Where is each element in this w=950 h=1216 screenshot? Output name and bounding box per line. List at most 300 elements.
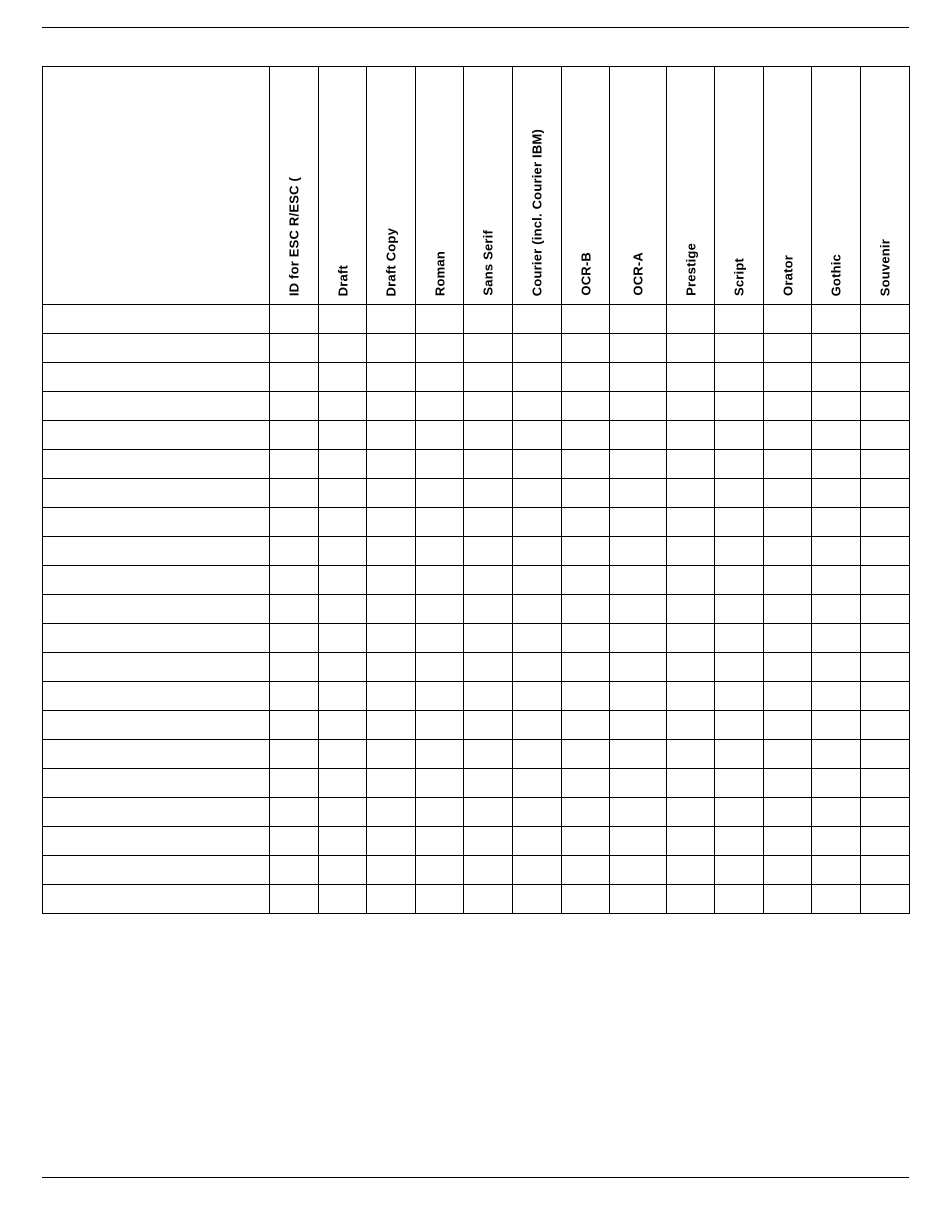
table-cell xyxy=(562,537,610,566)
table-cell xyxy=(861,566,910,595)
table-cell xyxy=(861,885,910,914)
table-cell xyxy=(562,827,610,856)
table-cell xyxy=(667,566,715,595)
table-cell xyxy=(319,508,367,537)
table-row xyxy=(43,479,910,508)
table-cell xyxy=(812,363,861,392)
table-cell xyxy=(464,624,513,653)
table-cell xyxy=(861,682,910,711)
table-cell xyxy=(319,334,367,363)
table-cell xyxy=(764,769,812,798)
table-cell xyxy=(667,885,715,914)
table-cell xyxy=(513,421,562,450)
table-cell xyxy=(513,827,562,856)
table-row xyxy=(43,798,910,827)
table-cell xyxy=(610,392,667,421)
column-label: OCR-A xyxy=(630,252,646,296)
table-cell xyxy=(513,508,562,537)
row-label-cell xyxy=(43,682,270,711)
table-cell xyxy=(861,479,910,508)
table-cell xyxy=(367,392,416,421)
header-prestige xyxy=(667,67,715,305)
table-cell xyxy=(464,856,513,885)
table-cell xyxy=(464,595,513,624)
column-label: Draft xyxy=(335,264,350,296)
table-cell xyxy=(812,740,861,769)
table-cell xyxy=(715,508,764,537)
table-cell xyxy=(367,479,416,508)
table-cell xyxy=(513,682,562,711)
table-cell xyxy=(861,856,910,885)
table-cell xyxy=(319,885,367,914)
table-cell xyxy=(464,711,513,740)
table-cell xyxy=(416,392,464,421)
table-cell xyxy=(764,392,812,421)
table-cell xyxy=(416,653,464,682)
table-cell xyxy=(464,363,513,392)
column-label: Prestige xyxy=(683,243,698,296)
table-cell xyxy=(513,595,562,624)
table-cell xyxy=(764,595,812,624)
table-row xyxy=(43,682,910,711)
table-cell xyxy=(610,479,667,508)
table-cell xyxy=(764,334,812,363)
table-cell xyxy=(812,305,861,334)
row-label-cell xyxy=(43,508,270,537)
table-cell xyxy=(513,334,562,363)
table-cell xyxy=(416,769,464,798)
table-cell xyxy=(416,856,464,885)
table-row xyxy=(43,305,910,334)
row-label-cell xyxy=(43,566,270,595)
table-cell xyxy=(861,334,910,363)
row-label-cell xyxy=(43,450,270,479)
table-cell xyxy=(270,653,319,682)
table-cell xyxy=(812,798,861,827)
row-label-cell xyxy=(43,305,270,334)
table-cell xyxy=(861,392,910,421)
header-id-esc-r xyxy=(270,67,319,305)
table-cell xyxy=(861,421,910,450)
table-cell xyxy=(416,537,464,566)
table-cell xyxy=(715,653,764,682)
table-cell xyxy=(764,740,812,769)
row-label-cell xyxy=(43,363,270,392)
table-cell xyxy=(562,421,610,450)
table-cell xyxy=(715,769,764,798)
table-cell xyxy=(610,740,667,769)
table-cell xyxy=(367,421,416,450)
table-cell xyxy=(764,653,812,682)
table-cell xyxy=(667,421,715,450)
table-cell xyxy=(562,363,610,392)
header-courier xyxy=(513,67,562,305)
table-cell xyxy=(715,421,764,450)
table-cell xyxy=(861,624,910,653)
table-cell xyxy=(610,769,667,798)
table-cell xyxy=(416,827,464,856)
table-row xyxy=(43,624,910,653)
row-label-cell xyxy=(43,740,270,769)
table-cell xyxy=(715,537,764,566)
table-cell xyxy=(513,856,562,885)
table-cell xyxy=(764,450,812,479)
table-cell xyxy=(319,827,367,856)
table-cell xyxy=(562,798,610,827)
table-cell xyxy=(715,479,764,508)
table-cell xyxy=(562,334,610,363)
table-cell xyxy=(764,827,812,856)
table-cell xyxy=(667,769,715,798)
table-cell xyxy=(861,305,910,334)
table-cell xyxy=(861,595,910,624)
table-cell xyxy=(715,827,764,856)
table-cell xyxy=(464,769,513,798)
table-cell xyxy=(319,566,367,595)
table-cell xyxy=(367,334,416,363)
table-cell xyxy=(764,479,812,508)
table-cell xyxy=(367,624,416,653)
table-cell xyxy=(367,566,416,595)
table-cell xyxy=(861,769,910,798)
column-label: Draft Copy xyxy=(383,227,399,296)
table-cell xyxy=(367,856,416,885)
table-cell xyxy=(667,537,715,566)
table-cell xyxy=(812,392,861,421)
table-row xyxy=(43,740,910,769)
table-row xyxy=(43,363,910,392)
table-cell xyxy=(667,392,715,421)
column-label: ID for ESC R/ESC ( xyxy=(286,176,302,296)
table-cell xyxy=(319,450,367,479)
table-cell xyxy=(667,334,715,363)
table-cell xyxy=(812,537,861,566)
table-cell xyxy=(812,653,861,682)
table-cell xyxy=(610,711,667,740)
table-cell xyxy=(270,508,319,537)
column-label: Souvenir xyxy=(877,238,893,296)
table-cell xyxy=(610,595,667,624)
table-row xyxy=(43,537,910,566)
table-cell xyxy=(861,450,910,479)
table-cell xyxy=(416,421,464,450)
table-cell xyxy=(812,450,861,479)
table-cell xyxy=(610,450,667,479)
table-cell xyxy=(513,305,562,334)
table-cell xyxy=(812,682,861,711)
table-cell xyxy=(464,334,513,363)
table-cell xyxy=(367,450,416,479)
table-cell xyxy=(562,682,610,711)
table-cell xyxy=(270,566,319,595)
column-label: Orator xyxy=(780,255,795,296)
header-roman xyxy=(416,67,464,305)
table-cell xyxy=(715,711,764,740)
font-table xyxy=(42,66,910,914)
table-cell xyxy=(764,363,812,392)
table-cell xyxy=(764,885,812,914)
table-cell xyxy=(812,827,861,856)
table-cell xyxy=(610,305,667,334)
table-cell xyxy=(270,885,319,914)
table-cell xyxy=(464,566,513,595)
table-row xyxy=(43,769,910,798)
table-cell xyxy=(319,595,367,624)
table-row xyxy=(43,653,910,682)
table-cell xyxy=(513,798,562,827)
table-row xyxy=(43,711,910,740)
table-cell xyxy=(764,421,812,450)
table-cell xyxy=(610,334,667,363)
table-cell xyxy=(513,450,562,479)
table-cell xyxy=(861,827,910,856)
table-cell xyxy=(812,334,861,363)
table-row xyxy=(43,827,910,856)
table-cell xyxy=(319,479,367,508)
table-row xyxy=(43,421,910,450)
table-cell xyxy=(610,566,667,595)
table-cell xyxy=(715,334,764,363)
table-cell xyxy=(715,624,764,653)
table-cell xyxy=(416,624,464,653)
table-cell xyxy=(562,508,610,537)
table-cell xyxy=(562,856,610,885)
table-cell xyxy=(464,450,513,479)
table-cell xyxy=(812,711,861,740)
table-row xyxy=(43,566,910,595)
table-cell xyxy=(667,450,715,479)
table-cell xyxy=(513,479,562,508)
top-rule xyxy=(42,27,909,28)
table-body xyxy=(43,305,910,914)
row-label-cell xyxy=(43,827,270,856)
bottom-rule xyxy=(42,1177,909,1178)
table-cell xyxy=(812,566,861,595)
table-row xyxy=(43,334,910,363)
table-cell xyxy=(464,392,513,421)
table-cell xyxy=(464,305,513,334)
table-cell xyxy=(715,363,764,392)
table-row xyxy=(43,856,910,885)
table-cell xyxy=(764,624,812,653)
table-cell xyxy=(270,363,319,392)
table-cell xyxy=(715,798,764,827)
header-blank-cell xyxy=(43,67,270,305)
table-cell xyxy=(764,305,812,334)
row-label-cell xyxy=(43,392,270,421)
table-cell xyxy=(416,885,464,914)
row-label-cell xyxy=(43,595,270,624)
table-cell xyxy=(610,798,667,827)
row-label-cell xyxy=(43,479,270,508)
table-cell xyxy=(764,798,812,827)
table-cell xyxy=(464,740,513,769)
table-cell xyxy=(319,392,367,421)
table-cell xyxy=(562,595,610,624)
table-cell xyxy=(270,421,319,450)
table-cell xyxy=(416,334,464,363)
table-row xyxy=(43,450,910,479)
table-cell xyxy=(367,595,416,624)
table-cell xyxy=(667,479,715,508)
table-cell xyxy=(270,305,319,334)
table-cell xyxy=(610,537,667,566)
table-cell xyxy=(562,740,610,769)
column-label: OCR-B xyxy=(578,252,593,296)
table-cell xyxy=(764,682,812,711)
table-cell xyxy=(562,653,610,682)
table-cell xyxy=(812,479,861,508)
table-cell xyxy=(610,363,667,392)
table-cell xyxy=(610,653,667,682)
row-label-cell xyxy=(43,334,270,363)
table-cell xyxy=(562,711,610,740)
table-cell xyxy=(367,827,416,856)
table-cell xyxy=(416,711,464,740)
table-cell xyxy=(610,421,667,450)
table-cell xyxy=(764,566,812,595)
header-draft-copy xyxy=(367,67,416,305)
table-cell xyxy=(667,653,715,682)
row-label-cell xyxy=(43,798,270,827)
table-cell xyxy=(667,798,715,827)
table-cell xyxy=(319,769,367,798)
table-cell xyxy=(562,769,610,798)
table-cell xyxy=(319,856,367,885)
table-row xyxy=(43,885,910,914)
table-cell xyxy=(764,856,812,885)
table-cell xyxy=(270,798,319,827)
table-cell xyxy=(861,653,910,682)
table-cell xyxy=(562,392,610,421)
table-cell xyxy=(319,711,367,740)
table-cell xyxy=(464,682,513,711)
table-cell xyxy=(270,711,319,740)
table-row xyxy=(43,595,910,624)
table-cell xyxy=(715,566,764,595)
header-row xyxy=(43,67,910,305)
table-cell xyxy=(715,392,764,421)
table-cell xyxy=(319,363,367,392)
table-cell xyxy=(464,798,513,827)
table-cell xyxy=(812,769,861,798)
table-cell xyxy=(812,595,861,624)
table-cell xyxy=(610,508,667,537)
header-draft xyxy=(319,67,367,305)
table-cell xyxy=(367,798,416,827)
table-cell xyxy=(764,537,812,566)
table-cell xyxy=(667,305,715,334)
table-cell xyxy=(367,740,416,769)
table-cell xyxy=(270,682,319,711)
header-ocr-a xyxy=(610,67,667,305)
header-sans-serif xyxy=(464,67,513,305)
table-cell xyxy=(715,595,764,624)
table-cell xyxy=(367,537,416,566)
table-cell xyxy=(812,856,861,885)
table-cell xyxy=(513,392,562,421)
table-cell xyxy=(416,479,464,508)
table-cell xyxy=(610,885,667,914)
table-cell xyxy=(667,363,715,392)
table-cell xyxy=(416,305,464,334)
row-label-cell xyxy=(43,653,270,682)
table-cell xyxy=(610,682,667,711)
table-cell xyxy=(416,566,464,595)
table-cell xyxy=(764,711,812,740)
column-label: Courier (incl. Courier IBM) xyxy=(529,128,545,296)
table-cell xyxy=(562,566,610,595)
table-cell xyxy=(270,334,319,363)
table-cell xyxy=(667,827,715,856)
row-label-cell xyxy=(43,421,270,450)
table-cell xyxy=(562,624,610,653)
table-cell xyxy=(270,479,319,508)
table-cell xyxy=(367,305,416,334)
table-cell xyxy=(667,624,715,653)
table-cell xyxy=(416,450,464,479)
table-cell xyxy=(367,885,416,914)
table-cell xyxy=(513,740,562,769)
table-cell xyxy=(367,653,416,682)
table-cell xyxy=(812,624,861,653)
table-cell xyxy=(367,363,416,392)
table-cell xyxy=(319,798,367,827)
table-cell xyxy=(715,856,764,885)
table-cell xyxy=(667,508,715,537)
table-cell xyxy=(861,508,910,537)
table-cell xyxy=(464,508,513,537)
table-cell xyxy=(667,711,715,740)
table-cell xyxy=(812,508,861,537)
table-cell xyxy=(715,682,764,711)
table-cell xyxy=(416,595,464,624)
table-cell xyxy=(667,682,715,711)
header-orator xyxy=(764,67,812,305)
table-cell xyxy=(416,682,464,711)
table-cell xyxy=(464,827,513,856)
table-cell xyxy=(513,769,562,798)
column-label: Script xyxy=(731,257,747,296)
table-cell xyxy=(610,827,667,856)
table-cell xyxy=(319,682,367,711)
table-cell xyxy=(416,508,464,537)
table-cell xyxy=(270,537,319,566)
table-cell xyxy=(367,711,416,740)
table-cell xyxy=(270,392,319,421)
table-cell xyxy=(667,595,715,624)
table-cell xyxy=(319,653,367,682)
table-cell xyxy=(610,624,667,653)
table-cell xyxy=(861,537,910,566)
table-cell xyxy=(270,740,319,769)
table-cell xyxy=(319,537,367,566)
table-cell xyxy=(610,856,667,885)
table-cell xyxy=(715,740,764,769)
table-cell xyxy=(270,595,319,624)
table-cell xyxy=(562,479,610,508)
table-cell xyxy=(416,363,464,392)
table-cell xyxy=(270,856,319,885)
table-cell xyxy=(319,624,367,653)
table-cell xyxy=(513,624,562,653)
column-label: Sans Serif xyxy=(480,230,496,296)
table-cell xyxy=(319,305,367,334)
table-cell xyxy=(416,740,464,769)
table-cell xyxy=(416,798,464,827)
table-cell xyxy=(513,566,562,595)
table-cell xyxy=(464,885,513,914)
